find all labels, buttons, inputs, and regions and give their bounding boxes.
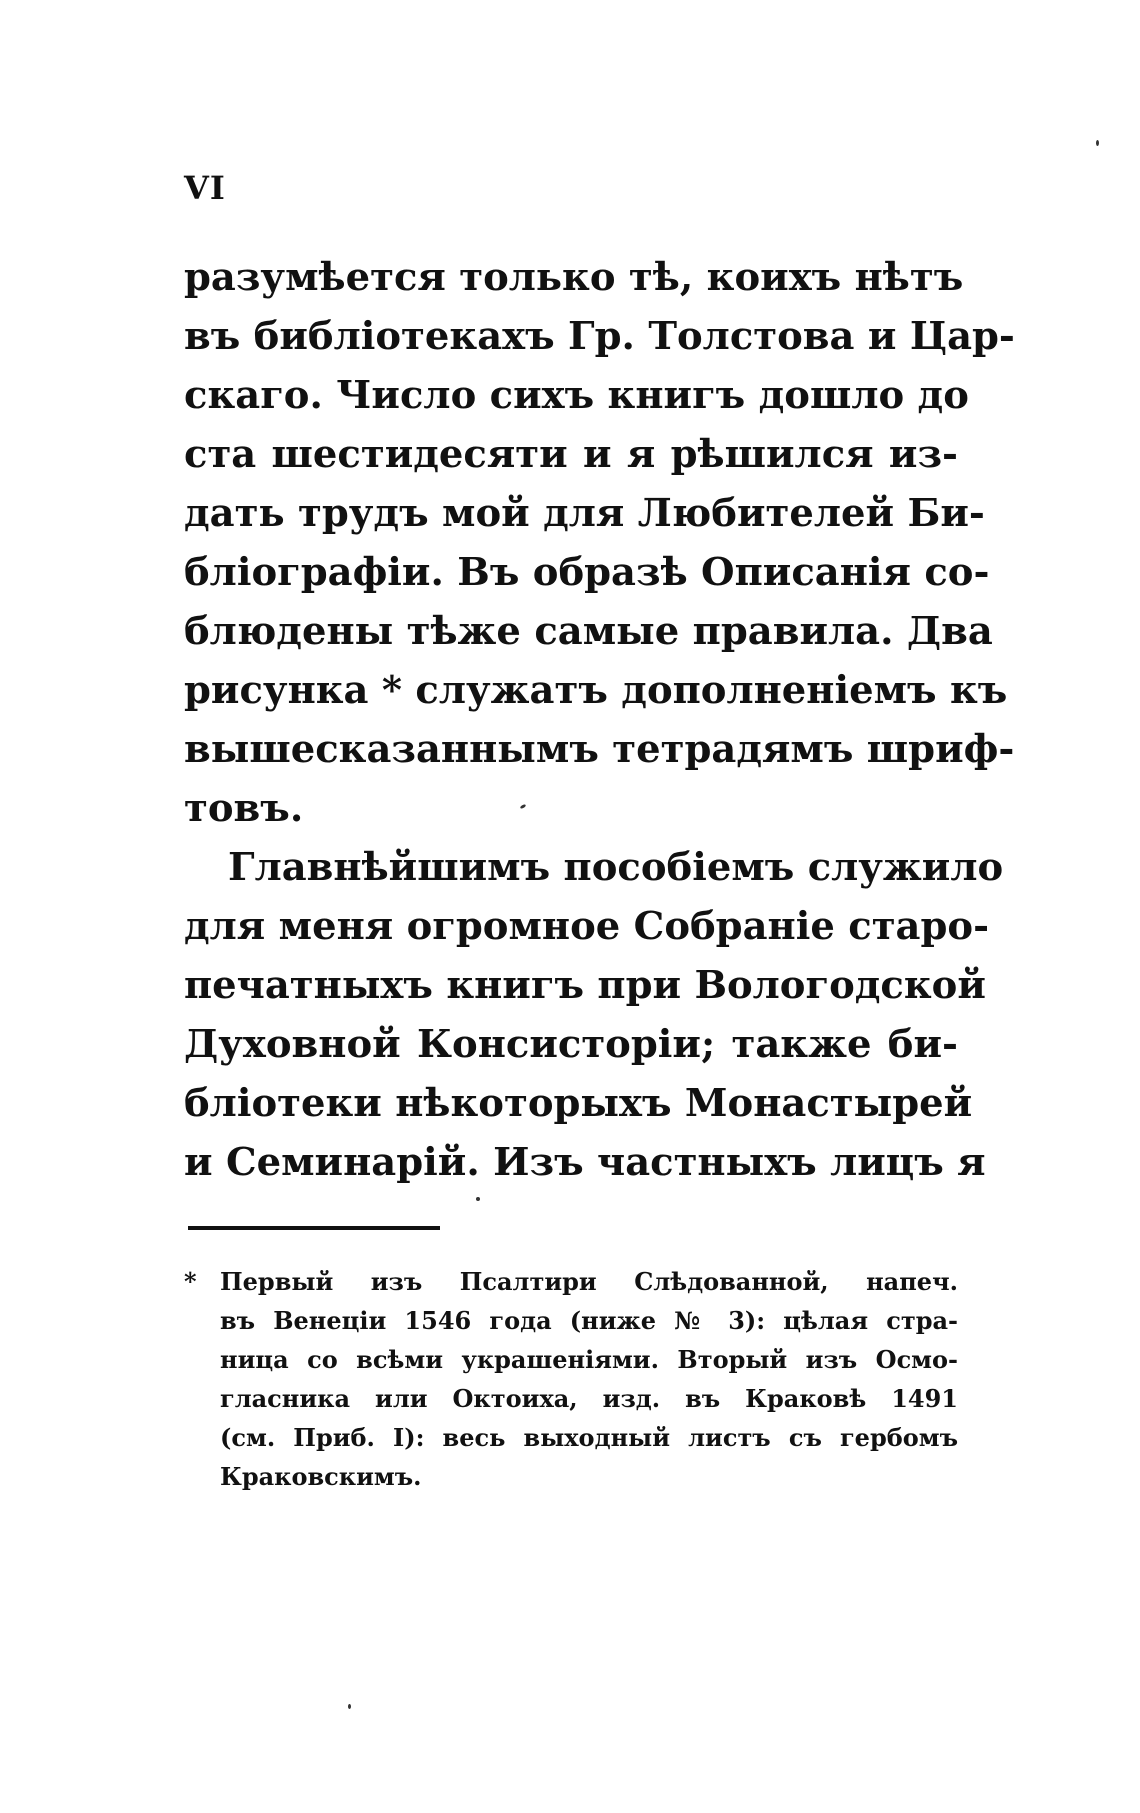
print-speck [1096, 140, 1099, 146]
footnote-divider [188, 1226, 440, 1230]
body-line: и Семинарій. Изъ частныхъ лицъ я [184, 1140, 986, 1185]
body-text [184, 248, 1015, 1192]
paragraph-first-line: Главнѣйшимъ пособіемъ служило [228, 845, 1004, 890]
footnote-line: въ Венеціи 1546 года (ниже № 3): цѣлая стра- [220, 1306, 958, 1335]
body-line: Духовной Консисторіи; также би- [184, 1022, 958, 1067]
footnote-line [184, 1262, 958, 1301]
footnote-line-text: Первый изъ Псалтири Слѣдованной, напеч. [220, 1267, 958, 1296]
footnote-marker: * [184, 1267, 197, 1296]
body-line: бліотеки нѣкоторыхъ Монастырей [184, 1081, 973, 1126]
body-line: вышесказаннымъ тетрадямъ шриф- [184, 727, 1015, 772]
body-line: ста шестидесяти и я рѣшился из- [184, 432, 958, 477]
body-line: скаго. Число сихъ книгъ дошло до [184, 373, 969, 418]
body-line: разумѣется только тѣ, коихъ нѣтъ [184, 255, 964, 300]
footnote-line: гласника или Октоиха, изд. въ Краковѣ 1491 [220, 1384, 958, 1413]
footnote-line: ница со всѣми украшеніями. Вторый изъ Осмо- [220, 1345, 958, 1374]
print-speck [348, 1704, 351, 1709]
body-line: дать трудъ мой для Любителей Би- [184, 491, 985, 536]
page-number: VI [184, 169, 226, 207]
body-line: для меня огромное Собраніе старо- [184, 904, 990, 949]
body-line: бліографіи. Въ образѣ Описанія со- [184, 550, 990, 595]
footnote [184, 1262, 958, 1496]
footnote-line: Краковскимъ. [220, 1462, 422, 1491]
body-line: товъ. [184, 786, 304, 831]
print-speck [476, 1197, 480, 1201]
body-line: печатныхъ книгъ при Вологодской [184, 963, 986, 1008]
footnote-line: (см. Приб. I): весь выходный листъ съ гербомъ [220, 1423, 958, 1452]
body-line: въ библіотекахъ Гр. Толстова и Цар- [184, 314, 1015, 359]
body-line: рисунка * служатъ дополненіемъ къ [184, 668, 1008, 713]
body-line: блюдены тѣже самые правила. Два [184, 609, 993, 654]
